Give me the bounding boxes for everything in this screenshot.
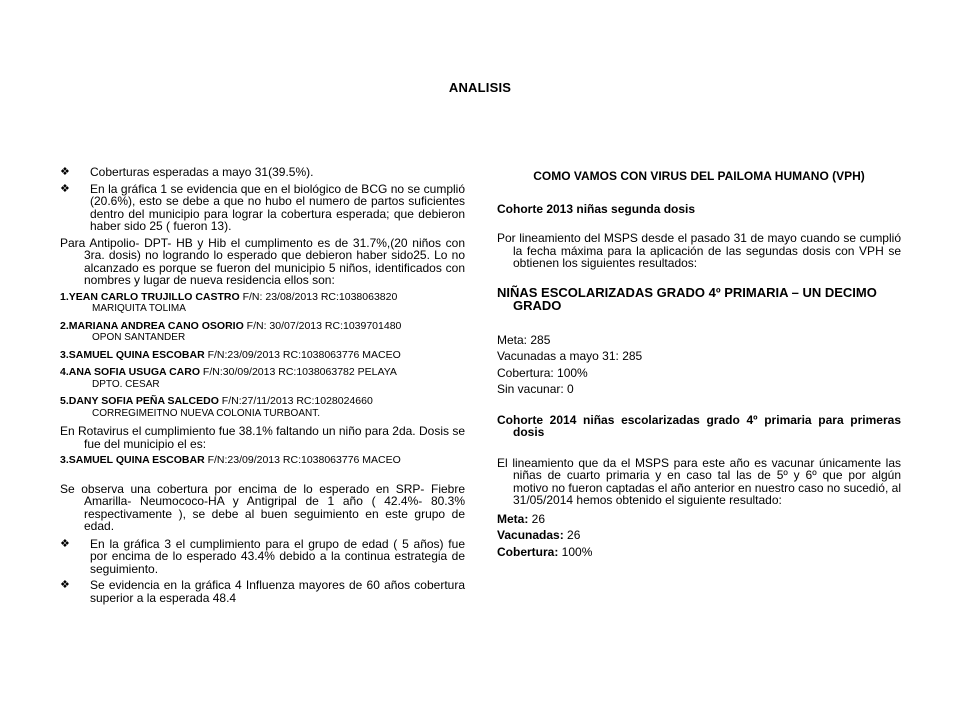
stat-line: Meta: 285 — [497, 332, 551, 347]
page-title: ANALISIS — [448, 80, 512, 95]
child-name: 3.SAMUEL QUINA ESCOBAR — [60, 454, 205, 466]
diamond-bullet-icon: ❖ — [60, 166, 70, 178]
child-residence: MARIQUITA TOLIMA — [92, 303, 186, 314]
stat-label: Meta: — [497, 511, 529, 526]
child-name: 5.DANY SOFIA PEÑA SALCEDO — [60, 395, 219, 407]
srp-paragraph: Se observa una cobertura por encima de lo esperado en SRP- Fiebre Amarilla- Neumococo-HA y Antigripal de 1 año ( 42.4%- 80.3% respectivamente ), se debe al buen seguimiento en este grupo de edad. — [60, 481, 465, 533]
stat-value: 26 — [528, 511, 546, 526]
cohort-2014-title: Cohorte 2014 niñas escolarizadas grado 4º primaria para primeras dosis — [497, 412, 901, 439]
lineamiento-paragraph: Por lineamiento del MSPS desde el pasado 31 de mayo cuando se cumplió la fecha máxima para la aplicación de las segundas dosis con VPH se obtienen los siguientes resultados: — [497, 231, 901, 270]
diamond-bullet-icon: ❖ — [60, 182, 70, 195]
lineamiento-2014-paragraph: El lineamiento que da el MSPS para este año es vacunar únicamente las niñas de cuarto primaria y en caso tal las de 5º y 6º que por algún motivo no fueron captadas el año anterior en nuestro caso no sucedió, al 31/05/2014 hemos obtenido el siguiente resultado: — [497, 455, 901, 507]
diamond-bullet-icon: ❖ — [60, 579, 70, 591]
bullet-text: En la gráfica 1 se evidencia que en el biológico de BCG no se cumplió (20.6%), esto se debe a que no hubo el numero de partos suficientes dentro del municipio para lograr la cobertura esperada; que debieron haber sido 25 ( fueron 13). — [90, 181, 465, 233]
stat-line: Vacunadas a mayo 31: 285 — [497, 349, 643, 363]
child-record — [60, 367, 465, 390]
bullet-item — [60, 579, 465, 604]
child-name: 1.YEAN CARLO TRUJILLO CASTRO — [60, 290, 240, 303]
child-info: F/N: 23/08/2013 RC:1038063820 — [239, 290, 398, 303]
bullet-item — [60, 166, 465, 179]
child-record — [60, 321, 465, 344]
child-record — [60, 350, 465, 362]
right-column — [497, 170, 901, 562]
child-info: F/N:23/09/2013 RC:1038063776 MACEO — [204, 348, 401, 361]
bullet-text: Coberturas esperadas a mayo 31(39.5%). — [90, 165, 314, 179]
stat-label: Vacunadas: — [497, 528, 564, 542]
child-name: 3.SAMUEL QUINA ESCOBAR — [60, 348, 205, 361]
child-residence: DPTO. CESAR — [92, 378, 160, 390]
child-record — [60, 292, 465, 315]
diamond-bullet-icon: ❖ — [60, 537, 70, 550]
child-name: 2.MARIANA ANDREA CANO OSORIO — [60, 319, 244, 332]
antipolio-paragraph: Para Antipolio- DPT- HB y Hib el cumplimento es de 31.7%,(20 niños con 3ra. dosis) no logrando lo esperado que debieron haber sido25. Lo no alcanzado es porque se fueron del municipio 5 niños, identificados con nombres y lugar de nueva residencia ellos son: — [60, 235, 465, 287]
stat-line — [497, 513, 901, 526]
escolarizadas-heading: NIÑAS ESCOLARIZADAS GRADO 4º PRIMARIA – UN DECIMO GRADO — [497, 284, 877, 313]
child-info: F/N:30/09/2013 RC:1038063782 PELAYA — [200, 366, 397, 378]
stat-line — [497, 529, 901, 542]
stat-value: 100% — [558, 544, 593, 559]
stat-label: Cobertura: — [497, 544, 559, 559]
child-info: F/N:23/09/2013 RC:1038063776 MACEO — [204, 454, 401, 466]
stat-value: 26 — [563, 528, 581, 542]
rotavirus-paragraph: En Rotavirus el cumplimiento fue 38.1% faltando un niño para 2da. Dosis se fue del municipio el es: — [60, 424, 465, 451]
child-info: F/N: 30/07/2013 RC:1039701480 — [243, 319, 402, 332]
child-residence: OPON SANTANDER — [92, 332, 186, 343]
bullet-text: Se evidencia en la gráfica 4 Influenza mayores de 60 años cobertura superior a la esperada 48.4 — [90, 578, 465, 605]
bullet-item — [60, 538, 465, 576]
bullet-item — [60, 183, 465, 233]
child-info: F/N:27/11/2013 RC:1028024660 — [218, 395, 373, 407]
bullet-text: En la gráfica 3 el cumplimiento para el grupo de edad ( 5 años) fue por encima de lo esperado 43.4% debido a la continua estrategia de seguimiento. — [90, 536, 465, 576]
left-column — [60, 166, 465, 608]
child-record — [60, 396, 465, 419]
vph-heading: COMO VAMOS CON VIRUS DEL PAILOMA HUMANO (VPH) — [533, 169, 865, 183]
stat-line: Sin vacunar: 0 — [497, 382, 574, 396]
cohort-2013-title: Cohorte 2013 niñas segunda dosis — [497, 201, 696, 216]
stat-line — [497, 546, 901, 559]
stat-line: Cobertura: 100% — [497, 365, 588, 380]
child-name: 4.ANA SOFIA USUGA CARO — [60, 366, 201, 378]
child-residence: CORREGIMEITNO NUEVA COLONIA TURBOANT. — [92, 407, 320, 419]
child-record — [60, 455, 465, 467]
